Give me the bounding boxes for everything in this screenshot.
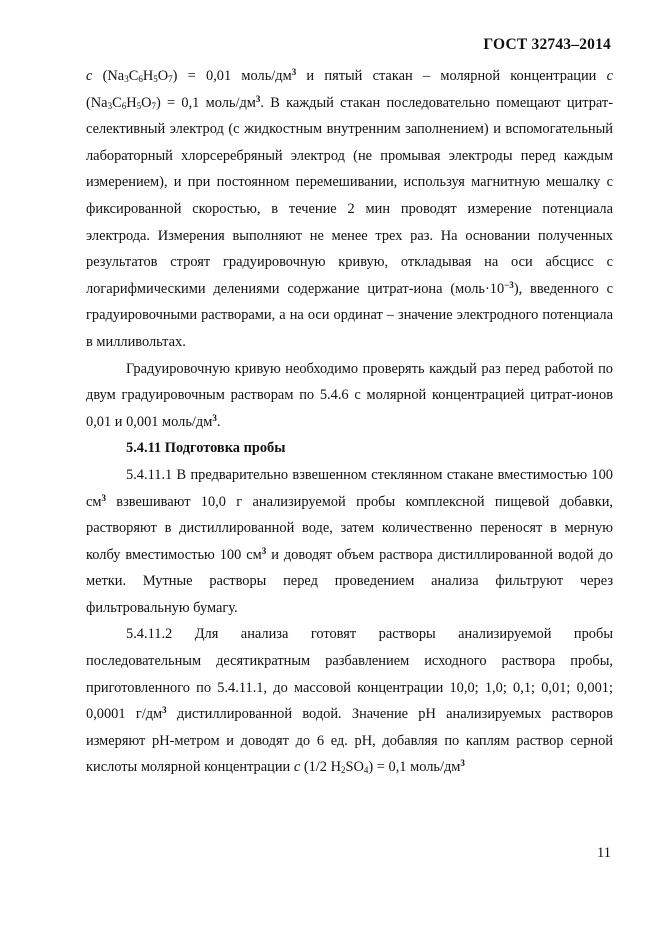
unit-superscript: 3	[255, 93, 261, 104]
document-body	[86, 63, 613, 781]
paragraph-text: . В каждый стакан последовательно помещают цитрат-селективный электрод (с жидкостным внутренним заполнением) и вспомогательный лабораторный хлорсеребряный электрод (не промывая электроды перед каждым измерением), и при постоянном перемешивании, используя магнитную мешалку с фиксированной скоростью, в течение 2 мин проводят измерение потенциала электрода. Измерения выполняют не менее трех раз. На основании полученных результатов строят градуировочную кривую, откладывая на оси абсцисс с логарифмическими делениями содержание цитрат-иона (моль·10	[86, 94, 613, 297]
formula-text: C	[112, 94, 122, 111]
formula-text: O	[141, 94, 152, 111]
concentration-symbol: c	[606, 68, 614, 84]
formula-subscript: 2	[341, 765, 346, 776]
formula-subscript: 6	[138, 74, 143, 84]
formula-subscript: 3	[107, 100, 113, 111]
formula-text: (Na	[92, 68, 125, 84]
document-header	[483, 36, 611, 54]
formula-subscript: 6	[121, 100, 127, 111]
paragraph-text: и доводят объем раствора дистиллированной водой до метки. Мутные растворы перед проведением анализа фильтруют через фильтровальную бумагу.	[86, 546, 613, 616]
paragraph-text: дистиллированной водой. Значение pH анализируемых растворов измеряют pH-метром и доводят до 6 ед. pH, добавляя по каплям раствор серной кислоты молярной концентрации	[86, 706, 613, 776]
formula-text: (1/2 H	[300, 759, 341, 776]
exponent-superscript: −3	[504, 279, 514, 290]
unit-superscript: 3	[261, 545, 267, 556]
unit-superscript: 3	[162, 705, 167, 716]
concentration-symbol: c	[293, 759, 301, 776]
paragraph-text: взвешивают 10,0 г анализируемой пробы комплексной пищевой добавки, растворяют в дистиллированной воде, затем количественно переносят в мерную колбу вместимостью 100 см	[86, 493, 613, 563]
formula-text: SO	[345, 759, 364, 776]
formula-subscript: 4	[363, 765, 369, 776]
formula-text: C	[128, 68, 139, 84]
paragraph-text: .	[216, 413, 221, 430]
formula-text: (Na	[86, 94, 108, 111]
paragraph-text: ) = 0,1 моль/дм	[368, 759, 461, 776]
unit-superscript: 3	[291, 67, 297, 77]
paragraph-calibration	[86, 63, 613, 356]
formula-text: O	[157, 68, 169, 84]
formula-subscript: 7	[151, 100, 156, 111]
concentration-symbol: c	[86, 68, 93, 84]
section-heading: 5.4.11 Подготовка пробы	[126, 440, 286, 457]
page-number: 11	[597, 845, 611, 861]
paragraph-text: Градуировочную кривую необходимо проверять каждый раз перед работой по двум градуировочным растворам по 5.4.6 с молярной концентрацией цитрат-ионов 0,01 и 0,001 моль/дм	[86, 360, 613, 430]
formula-subscript: 7	[168, 74, 173, 84]
formula-text: H	[142, 68, 154, 84]
formula-subscript: 5	[153, 74, 158, 84]
paragraph-curve-check	[86, 356, 613, 436]
paragraph-text: 5.4.11.1 В предварительно взвешенном стеклянном стакане вместимостью 100 см	[86, 466, 613, 510]
standard-number: ГОСТ 32743–2014	[483, 36, 611, 53]
unit-superscript: 3	[212, 412, 217, 423]
paragraph-text: и пятый стакан – молярной концентрации	[296, 68, 607, 84]
paragraph-5-4-11-1	[86, 462, 613, 622]
paragraph-5-4-11-2	[86, 621, 613, 781]
paragraph-text: ), введенного с градуировочными растворами, а на оси ординат – значение электродного потенциала в милливольтах.	[86, 280, 613, 350]
formula-subscript: 3	[124, 74, 129, 84]
unit-superscript: 3	[101, 492, 106, 503]
formula-text: H	[126, 94, 137, 111]
paragraph-text: ) = 0,1 моль/дм	[156, 94, 256, 111]
paragraph-text: 5.4.11.2 Для анализа готовят растворы анализируемой пробы последовательным десятикратным разбавлением исходного раствора пробы, приготовленного по 5.4.11.1, до массовой концентрации 10,0; 1,0; 0,1; 0,01; 0,001; 0,0001 г/дм	[86, 626, 613, 723]
paragraph-text: ) = 0,01 моль/дм	[172, 68, 292, 84]
formula-subscript: 5	[136, 100, 142, 111]
unit-superscript: 3	[460, 758, 465, 769]
